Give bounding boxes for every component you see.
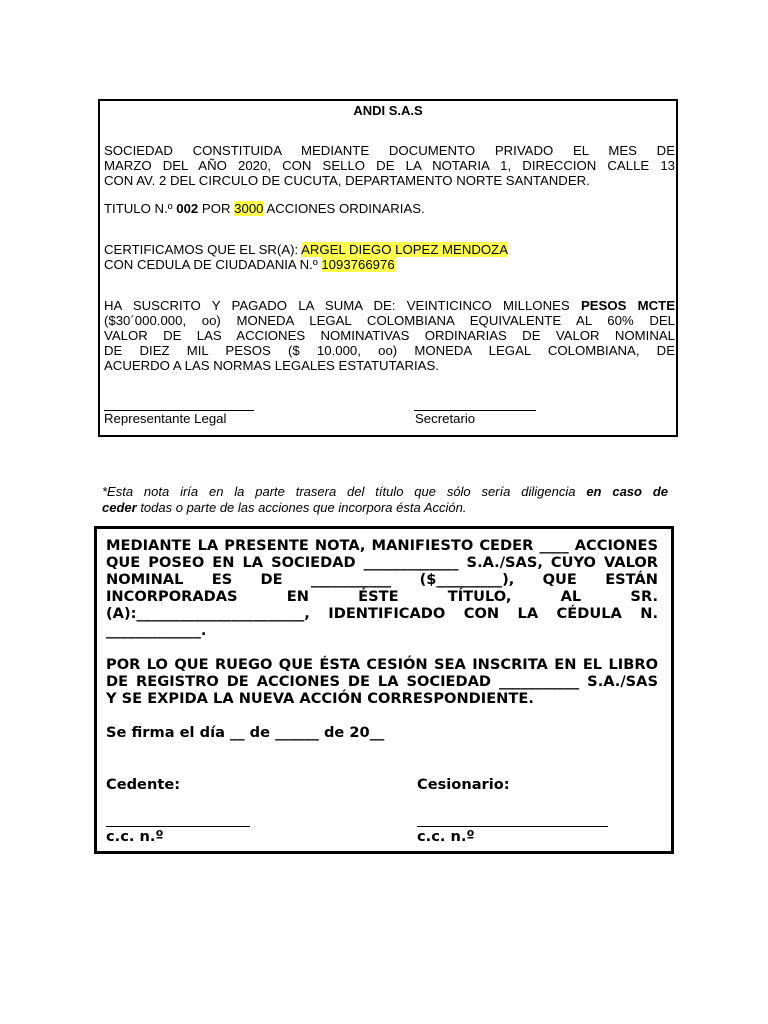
- transfer-p1-line-5: (A):_______________________, IDENTIFICADO CON LA CÉDULA N.: [106, 605, 658, 622]
- transfer-p1-line-4: INCORPORADAS EN ÉSTE TÍTULO, AL SR.: [106, 588, 658, 605]
- payment-line-3: VALOR DE LAS ACCIONES NOMINATIVAS ORDINARIAS DE VALOR NOMINAL: [104, 328, 675, 343]
- note-line-1-prefix: *Esta nota iría en la parte trasera del título que sólo sería diligencia: [102, 484, 587, 499]
- transfer-p1-line-6: _____________.: [106, 622, 207, 639]
- holder-name: ARGEL DIEGO LOPEZ MENDOZA: [301, 242, 508, 257]
- payment-line-1-prefix: HA SUSCRITO Y PAGADO LA SUMA DE: VEINTICINCO MILLONES: [104, 298, 581, 313]
- titulo-number: 002: [176, 201, 199, 216]
- payment-line-1-bold: PESOS MCTE: [580, 298, 675, 313]
- certify-line: [104, 242, 508, 258]
- sign-date-line: Se firma el día __ de ______ de 20__: [106, 724, 385, 741]
- cesionario-signature-line: [417, 826, 608, 827]
- payment-line-5: ACUERDO A LAS NORMAS LEGALES ESTATUTARIAS.: [104, 358, 439, 373]
- id-line: [104, 257, 395, 273]
- cc-right: c.c. n.º: [417, 828, 475, 845]
- payment-line-2: ($30´000.000, oo) MONEDA LEGAL COLOMBIANA EQUIVALENTE AL 60% DEL: [104, 313, 675, 328]
- transfer-p2-line-2: DE REGISTRO DE ACCIONES DE LA SOCIEDAD ___________ S.A./SAS: [106, 673, 658, 690]
- intro-line-3: CON AV. 2 DEL CIRCULO DE CUCUTA, DEPARTAMENTO NORTE SANTANDER.: [104, 173, 590, 188]
- intro-line-1: SOCIEDAD CONSTITUIDA MEDIANTE DOCUMENTO PRIVADO EL MES DE: [104, 143, 675, 158]
- note-line-2-rest: todas o parte de las acciones que incorpora ésta Acción.: [136, 500, 467, 515]
- payment-line-4: DE DIEZ MIL PESOS ($ 10.000, oo) MONEDA LEGAL COLOMBIANA, DE: [104, 343, 675, 358]
- signature-label-left: Representante Legal: [104, 411, 227, 426]
- id-number: 1093766976: [321, 257, 395, 272]
- note-line-1-bold: en caso de: [586, 484, 668, 499]
- note-line-1: [102, 484, 668, 500]
- payment-line-1: [104, 298, 675, 314]
- titulo-line: [104, 201, 425, 217]
- titulo-prefix: TITULO N.º: [104, 201, 177, 216]
- titulo-suffix: ACCIONES ORDINARIAS.: [263, 201, 425, 216]
- cc-left: c.c. n.º: [106, 828, 164, 845]
- transfer-p1-line-3: NOMINAL ES DE ___________ ($_________), QUE ESTÁN: [106, 571, 658, 588]
- company-title: ANDI S.A.S: [353, 103, 423, 118]
- cedente-signature-line: [106, 826, 250, 827]
- titulo-middle: POR: [198, 201, 235, 216]
- id-prefix: CON CEDULA DE CIUDADANIA N.º: [104, 257, 322, 272]
- transfer-p2-line-3: Y SE EXPIDA LA NUEVA ACCIÓN CORRESPONDIENTE.: [106, 690, 534, 707]
- note-line-2: [102, 500, 466, 515]
- cesionario-label: Cesionario:: [417, 776, 510, 793]
- intro-line-2: MARZO DEL AÑO 2020, CON SELLO DE LA NOTARIA 1, DIRECCION CALLE 13: [104, 158, 675, 173]
- transfer-p2-line-1: POR LO QUE RUEGO QUE ÉSTA CESIÓN SEA INSCRITA EN EL LIBRO: [106, 656, 658, 673]
- back-note: [102, 484, 668, 516]
- transfer-p1-line-2: QUE POSEO EN LA SOCIEDAD _____________ S.A./SAS, CUYO VALOR: [106, 554, 658, 571]
- certify-prefix: CERTIFICAMOS QUE EL SR(A):: [104, 242, 302, 257]
- note-line-2-bold: ceder: [102, 500, 137, 515]
- signature-label-right: Secretario: [415, 411, 476, 426]
- titulo-shares: 3000: [234, 201, 264, 216]
- transfer-p1-line-1: MEDIANTE LA PRESENTE NOTA, MANIFIESTO CEDER ____ ACCIONES: [106, 537, 658, 554]
- cedente-label: Cedente:: [106, 776, 181, 793]
